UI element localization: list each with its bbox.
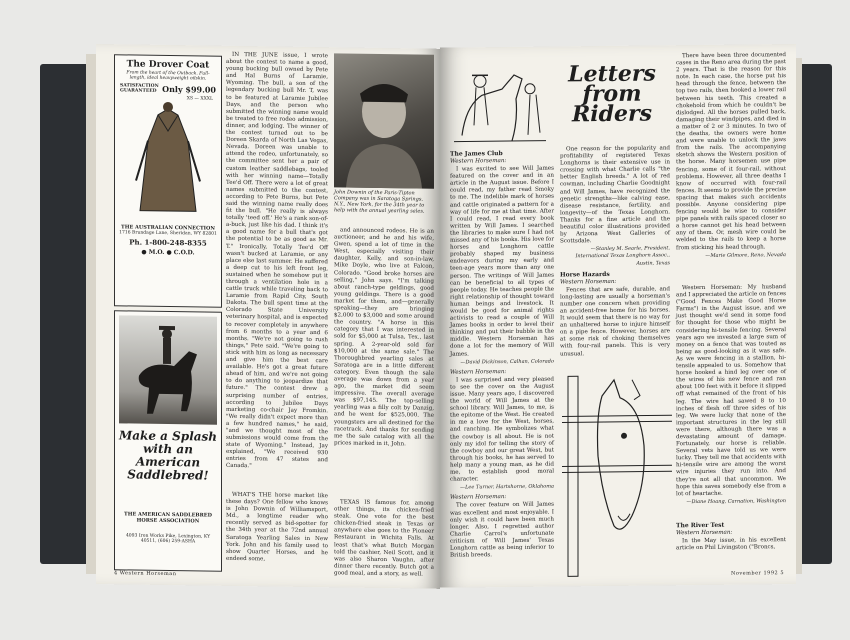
letter1-salutation: Western Horseman: — [450, 158, 507, 165]
saddlebred-ad — [114, 310, 222, 572]
drover-ad-price: Only $99.00 — [162, 83, 216, 95]
longhorn-letter-signature: —Stanley M. Searle, President, International Texas Longhorn Assoc., Austin, Texas — [575, 245, 670, 267]
drover-ad-guarantee: SATISFACTION GUARANTEED — [120, 83, 159, 94]
magazine-spread — [68, 44, 798, 584]
horse-hazards-salutation: Western Horseman: — [560, 278, 617, 286]
drover-ad-phone: Ph. 1-800-248-8355 — [129, 237, 207, 248]
man-portrait-icon — [334, 53, 434, 188]
column-river-test — [676, 518, 786, 569]
horse-hazards-title: Horse Hazards — [560, 270, 610, 279]
column-horse-market — [226, 492, 328, 573]
coat-illustration-icon — [118, 100, 218, 221]
drover-ad-company: THE AUSTRALIAN CONNECTION — [121, 224, 215, 232]
right-page-footer: November 1992 5 — [730, 570, 784, 577]
column-letters-b — [560, 145, 670, 358]
bucking-bull-story: IN THE JUNE issue, I wrote about the contest to name a good, young bucking bull owned by Pete and Hal Burns of Laramie, Wyoming. The bull, a son of the legendary bucking bull Mr. T, was to be featured at Laramie Jubilee Days, and the person who submitted the winning name would be treated to free rodeo admission, dinner, and lodging. The winner of the contest turned out to be Doreen Skarda of North Las Vegas, Nevada. Doreen was unable to attend the rodeo, unfortunately, so the committee sent her a pair of custom leather saddlebags, tooled with her winning name—Totally Tee'd Off. There were a lot of great names submitted to the contest, according to Pete Burns, but Pete said the winning name really does fit the bull. "He really is always totally 'teed off.' He's a rank son-of-a-buck, just like his dad. I think it's a good name for a bull that's got the potential to be as good as Mr. T." Ironically, Totally Tee'd Off wasn't bucked at Laramie, or any place else last summer. He suffered a deep cut to his left front leg, sustained when he somehow put it through a ventilation hole in a cattle truck while traveling back to Laramie from Rapid City, South Dakota. The bull spent time at the Colorado State University veterinary hospital, and is expected to recover completely in anywhere from 6 months to a year and 6 months. "We're not going to rush things," Pete said. "We're going to stick with him as long as necessary and give him the best care available. He's got a great future ahead of him, and we're not going to do anything to jeopardize that future." The contest drew a surprising number of entries, according to Jubilee Days marketing co-chair Jay Fromkin. "We really didn't expect more than a few hundred names," he said, "and we thought most of the submissions would come from the state of Wyoming." Instead, Jay explained, "We received 930 entries from 47 states and Canada." — [226, 51, 328, 470]
letters-headline: Letters from Riders — [568, 60, 656, 128]
left-page — [96, 44, 440, 589]
letter2-signature: —Lee Turner, Hartshorne, Oklahoma — [460, 483, 554, 491]
column-letters-a — [450, 147, 554, 576]
column-saratoga — [334, 227, 434, 496]
river-test-salutation: Western Horseman: — [676, 529, 733, 537]
left-page-footer: 4 Western Horseman — [114, 570, 177, 578]
letter3-body: The cover feature on Will James was excellent and most enjoyable. I only wish it could have been much longer. Also, I regretted author Charlie Carrol's unfortunate criticism of Will James' Texas Longhorn cattle as being inferior to British breeds. — [450, 501, 554, 559]
column-letters-d — [676, 284, 786, 513]
letter1-body: I was excited to see Will James featured on the cover and in an article in the August issue. Before I could read, my father read Smoky to me. The indelible mark of horses and cattle originated a pattern for a way of life for me at that time. After I could read, I read every book written by Will James. I searched the libraries to make sure I had not missed any of his books. His love for horses and Longhorn cattle probably shaped my business endeavors during my early and teen-age years more than any one person. The writings of Will James can be beneficial to all types of people today. He teaches people the right relationship of thought toward human beings and livestock. It would be good for animal rights activists to read a couple of Will James books in order to level their thinking and put their bubble in the middle. Western Horseman has done a lot for the memory of Will James. — [450, 165, 554, 358]
drover-ad-title: The Drover Coat — [126, 59, 210, 71]
drover-ad-payment: ● M.O. ● C.O.D. — [141, 248, 195, 257]
river-test-body: In the May issue, in his excellent article on Phil Livingston ("Broncs, — [676, 537, 786, 552]
texas-steak-story: TEXAS IS famous for, among other things, its chicken-fried steak. One vote for the best chicken-fried steak in Texas or anywhere else goes to the Pioneer Restaurant in Wichita Falls. At least that's what Butch Morgan told the cashier, Neil Scott, and it was also Sharon Vaughn, after dinner there recently. Butch got a good meal, and a story, as well. — [334, 499, 434, 578]
horse-market-story: WHAT'S THE horse market like these days? One fellow who knows is John Downin of Williamsport, Md., a longtime reader who recently served as bid-spotter for the 34th year at the 72nd annual Saratoga Yearling Sales in New York. John and his family used to show Quarter Horses, and he endeed some, — [226, 491, 328, 563]
reno-letter-body: There have been three documented cases in the Reno area during the past 2 years. That is the reason for this note. In each case, the horse put his head through the fence, between the top two rails, then hooked a lower rail between his teeth. This created a chokehold from which he couldn't be dislodged. All the horses pulled back, damaging their windpipes, and died in a matter of 2 or 3 minutes. In two of the deaths, the owners were home and were unable to unlock the jaws from the rails. The accompanying sketch shows the Western position of the horse. Many horsemen use pipe fencing, some of it four-rail, without problems. However, all three deaths I know of occurred with four-rail fences. It seems to provide the precise spacing that makes such accidents possible. Anyone considering pipe fencing would be wise to consider pipe panels with rails spaced closer so a horse cannot get his head between any of them. Or, mesh wire could be welded to the rails to keep a horse from sticking his head through. — [676, 52, 786, 251]
horse-hazards-body: Fences that are safe, durable, and long-lasting are usually a horseman's number one concern when providing an accident-free home for his horses. It would seem that there is no way for an unhaltered horse to injure himself on a pipe fence. However, horses are at some risk of choking themselves with four-rail panels. This is very unusual. — [560, 286, 670, 358]
letter3-salutation: Western Horseman: — [450, 494, 507, 501]
saddlebred-horse-photo — [119, 315, 217, 424]
drover-coat-ad — [114, 54, 222, 308]
letter2-body: I was surprised and very pleased to see the cover on the August issue. Many years ago, I discovered the world of Will James at the school library. Will James, to me, is the epitome of the West. He created in me a love for the West, horses, and ranching. He symbolizes what the cowboy is all about. He is not only my idol for telling the story of the cowboy and our great West, but through his books, he has served to help many a young man, as he did me, to establish good moral character. — [450, 376, 554, 483]
photo-caption: John Downin of the Paris-Tipton Company was in Saratoga Springs, N.Y., New York, for the 34th year to help with the annual yearling sales. — [334, 189, 425, 215]
drover-ad-sizes: XS — XXXL — [186, 96, 213, 102]
column-letters-c — [676, 52, 786, 281]
saddlebred-ad-headline: Make a Splash with an American Saddlebred! — [119, 428, 218, 483]
drover-ad-address: 1716 Brundage Lane, Sheridan, WY 82801 — [119, 230, 217, 237]
horse-rider-icon — [119, 315, 217, 424]
hi-tensile-letter-signature: —Diane Hoang, Carnation, Washington — [686, 497, 786, 505]
john-downin-photo — [334, 53, 434, 188]
right-page — [440, 44, 796, 588]
horse-fence-sketch-icon — [562, 375, 672, 576]
column-bucking-bull — [226, 52, 328, 489]
saratoga-story: and announced rodeos. He is an auctioneer, and he and his wife, Gwen, spend a lot of time in the West, especially visiting their daughter, Kelly, and son-in-law, Mike Doyle, who live at Falcon, Colorado. "Good broke horses are selling," John says. "I'm talking about ranch-type geldings, good young geldings. There is a good market for them, and—generally speaking—they are bringing $2,000 to $3,000 and some around the country. "A horse in this category that I was interested in sold for $5,000 at Tulsa, Tex., last spring. A 2-year-old sold for $10,000 at the same sale." The Thoroughbred yearling sales at Saratoga are in a little different category. Even though the sale average was down from a year ago, the market did seem impressive. The overall average was $97,145. The top-selling yearling was a filly colt by Danzig, and he went for $525,000. The youngsters are all destined for the racetrack. And thanks for sending me the sale catalog with all the prices marked in it, John. — [334, 227, 434, 448]
hi-tensile-letter-body: Western Horseman: My husband and I appreciated the article on fences ("Good Fences Make Good Horse Farms") in the August issue, and we just thought we'd send in some food for thought for those who might be considering hi-tensile fencing. Several years ago we invested a large sum of money on a fence that was touted as being as good-looking as it was safe. As we were fencing in a stallion, hi-tensile appealed to us. Somehow that horse hooked a hind leg over one of the wires of his new fence and ran about 100 feet with it before it slipped off what remained of the front of his leg. The wire had sawed 8 to 10 inches of flesh off three sides of his leg. We were lucky that none of the important structures in the leg still were there, although there was a devastating amount of damage. Fortunately, our horse is reliable. Several vets have told us we were lucky. They tell me that accidents with hi-tensile wire are among the worst wire injuries they run into. And they're not all that uncommon. We hope this saves somebody else from a lot of heartache. — [676, 284, 786, 497]
column-texas-steak — [334, 499, 434, 578]
river-test-title: The River Test — [676, 521, 725, 530]
saddlebred-ad-address: 4093 Iron Works Pike, Lexington, KY 40511, (606) 259-ASHA — [125, 533, 211, 545]
longhorn-letter-body: One reason for the popularity and profitability of registered Texas Longhorns is their extensive use in crossing with what Charlie calls "the better English breeds." A lot of red cowman, including Charlie Goodnight and Will James, have recognized the genetic strengths—like calving ease, disease resistance, fertility, and longevity—of the Texas Longhorn. Thanks for a fine article and the beautiful color illustrations provided by Arizona West Galleries of Scottsdale. — [560, 145, 670, 245]
saddlebred-ad-org: THE AMERICAN SADDLEBRED HORSE ASSOCIATION — [124, 511, 212, 525]
letter2-salutation: Western Horseman: — [450, 368, 507, 376]
letter1-signature: —David Dickinson, Calhan, Colorado — [460, 358, 554, 366]
drover-ad-tagline: From the heart of the Outback. Full-length, ideal heavyweight oilskin. — [126, 70, 210, 82]
james-club-title: The James Club — [450, 150, 503, 158]
cowboys-horse-illustration-icon — [452, 55, 548, 146]
reno-letter-signature: —Marie Gilmore, Reno, Nevada — [705, 251, 786, 259]
